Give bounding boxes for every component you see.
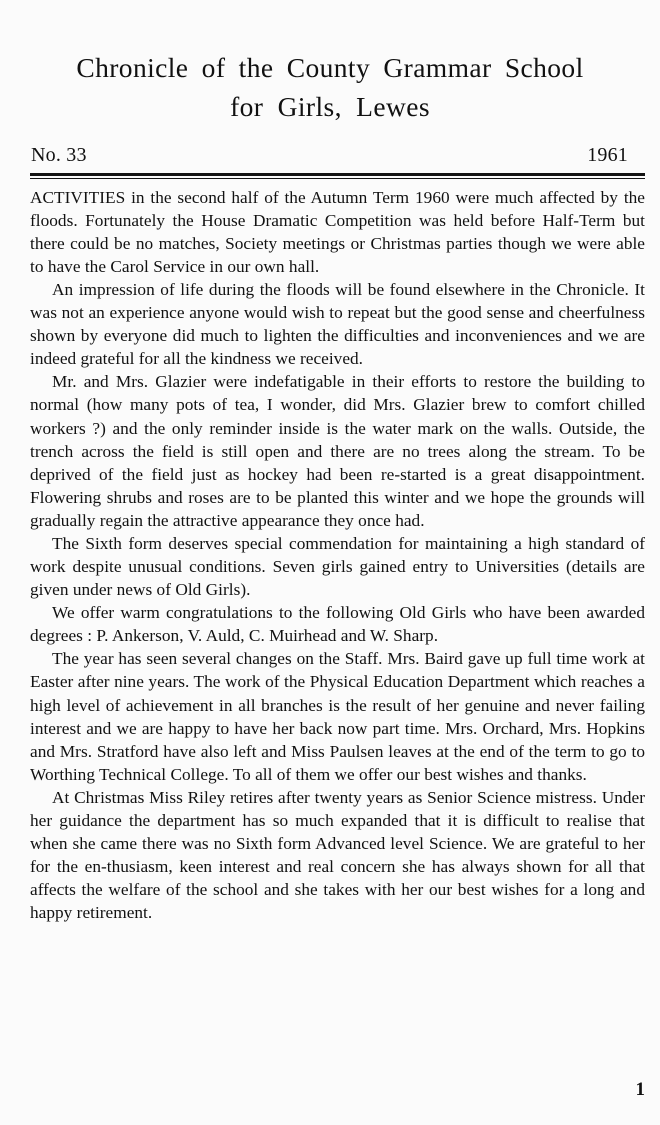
page-content [30,0,645,924]
masthead [30,0,630,126]
rule-thin [30,178,645,179]
article-body [30,186,645,925]
page-number: 1 [635,1079,645,1100]
article-paragraph: We offer warm congratulations to the following Old Girls who have been awarded degrees : P. Ankerson, V. Auld, C. Muirhead and W. Sharp. [30,603,645,646]
publication-title-line-1: Chronicle of the County Grammar School [76,52,584,83]
header-double-rule [30,173,645,179]
article-paragraph: Mr. and Mrs. Glazier were indefatigable in their efforts to restore the building to normal (how many pots of tea, I wonder, did Mrs. Glazier brew to comfort chilled workers ?) and the only reminder inside is the water mark on the walls. Outside, the trench across the field is still open and there are no trees along the stream. To be deprived of the field just as hockey had been re-started is a great disappointment. Flowering shrubs and roses are to be planted this winter and we hope the grounds will gradually regain the attractive appearance they once had. [30,372,645,530]
article-paragraph: The Sixth form deserves special commendation for maintaining a high standard of work despite unusual conditions. Seven girls gained entry to Universities (details are given under news of Old Girls). [30,533,645,600]
publication-title-line-2: for Girls, Lewes [230,91,430,123]
issue-bar [30,144,630,167]
issue-year: 1961 [587,144,628,167]
issue-number: No. 33 [31,144,87,167]
article-paragraph: The year has seen several changes on the Staff. Mrs. Baird gave up full time work at Easter after nine years. The work of the Physical Education Department which reaches a high level of achievement in all branches is the result of her genuine and never failing interest and we are happy to have her back now part time. Mrs. Orchard, Mrs. Hopkins and Mrs. Stratford have also left and Miss Paulsen leaves at the end of the term to go to Worthing Technical College. To all of them we offer our best wishes and thanks. [30,649,645,784]
article-paragraph: ACTIVITIES in the second half of the Autumn Term 1960 were much affected by the floods. Fortunately the House Dramatic Competition was held before Half-Term but there could be no matches, Society meetings or Christmas parties though we were able to have the Carol Service in our own hall. [30,187,645,277]
article-paragraph: An impression of life during the floods will be found elsewhere in the Chronicle. It was not an experience anyone would wish to repeat but the good sense and cheerfulness shown by everyone did much to lighten the difficulties and inconveniences and we are indeed grateful for all the kindness we received. [30,280,645,369]
article-paragraph: At Christmas Miss Riley retires after twenty years as Senior Science mistress. Under her guidance the department has so much expanded that it is difficult to realise that when she came there was no Sixth form Advanced level Science. We are grateful to her for the en-thusiasm, keen interest and real concern she has always shown for all that affects the welfare of the school and she takes with her our best wishes for a long and happy retirement. [30,787,645,923]
